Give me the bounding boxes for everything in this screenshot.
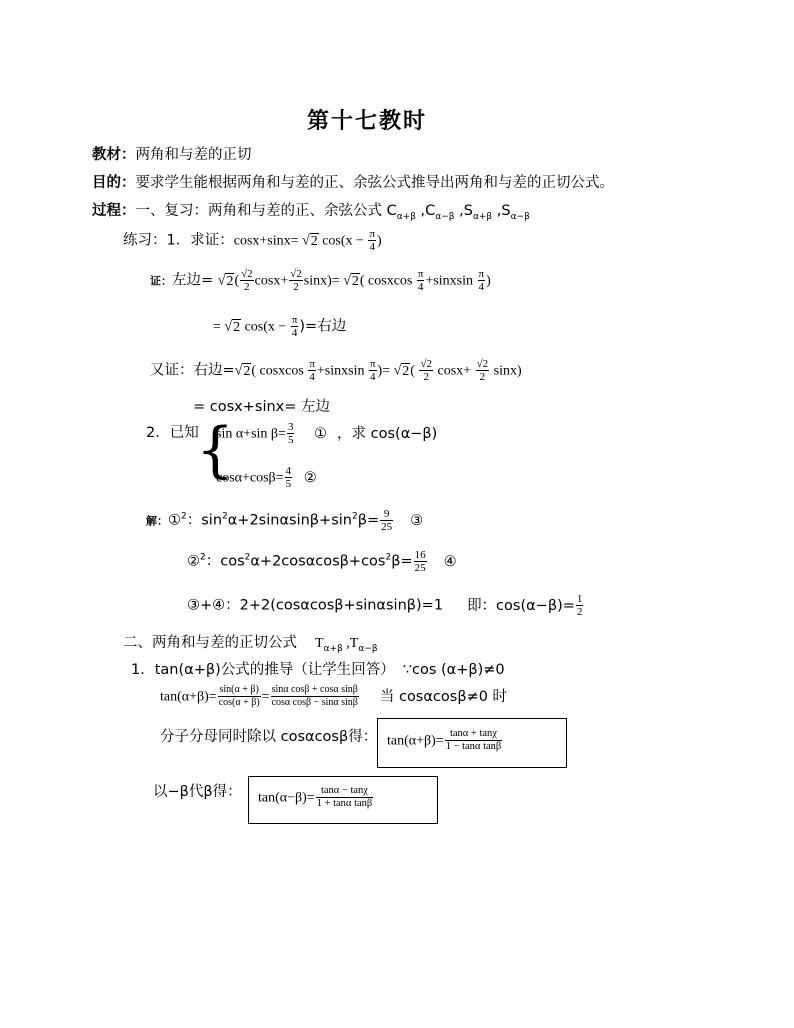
proof2-cosx: cosx+ xyxy=(434,363,475,379)
proof1b-cos: cos(x − xyxy=(241,319,290,335)
sup: 2 xyxy=(244,552,251,563)
box2-content xyxy=(258,785,374,810)
sup: 2 xyxy=(222,511,228,522)
proof1-line xyxy=(150,268,491,293)
sqrt-icon: √2 xyxy=(302,233,318,249)
proof1b-line xyxy=(213,314,346,339)
solution-line3 xyxy=(187,593,584,618)
tag-1: ① xyxy=(314,425,328,442)
l1-txt: ：sin xyxy=(186,512,223,529)
proof2-cosxcos: ( cosxcos xyxy=(251,363,308,379)
fraction: $\frac{\text{sinα cosβ + cosα sinβ}}{\text{cosα cosβ − sinα sinβ}}$ xyxy=(271,684,358,708)
sqrt-icon: √2 xyxy=(393,363,410,379)
sup: 2 xyxy=(351,511,358,522)
l2-mid: α+2cosαcosβ+cos xyxy=(250,553,386,570)
box2-lhs: tan(α−β)= xyxy=(258,790,315,806)
replace-line: 以−β代β得： xyxy=(153,784,242,800)
sqrt-icon: √2 xyxy=(217,273,234,289)
derive-eq: = xyxy=(261,689,270,705)
l1-mid: α+2sinαsinβ+sin xyxy=(227,512,352,529)
proof1-sinxsin: +sinxsin xyxy=(425,273,477,289)
proof1-sinx: sinx)= xyxy=(303,273,344,289)
proof2b-line xyxy=(193,395,330,416)
sqrt-icon: √2 xyxy=(224,319,241,335)
derive-label: 1．tan(α+β)公式的推导（让学生回答） xyxy=(131,662,395,678)
eq2-text: cosα+cosβ= xyxy=(216,470,284,486)
exercise1-lhs: cosx+sinx= xyxy=(233,233,303,249)
proof1-text: 左边= xyxy=(172,272,218,289)
goal-line xyxy=(92,171,614,192)
exercise2-eq1 xyxy=(216,421,437,446)
fraction: $\frac{4}{5}$ xyxy=(285,465,292,490)
process-label: 过程： xyxy=(92,203,136,219)
t-comma: ,T xyxy=(342,636,359,651)
fraction: $\frac{\tan\alpha - \tan\chi}{\text{1 + tanα tanβ}}$ xyxy=(316,785,373,809)
proof1-paren: ( xyxy=(234,273,240,289)
l3-txt: ③+④：2+2(cosαcosβ+sinαsinβ)=1 xyxy=(187,597,444,614)
fraction: $\frac{3}{5}$ xyxy=(287,421,294,446)
textbook-text: 两角和与差的正切 xyxy=(135,147,252,163)
eq1-text: sin α+sin β= xyxy=(216,426,286,442)
proof1-close: ) xyxy=(486,273,491,289)
solution-line1 xyxy=(146,508,423,533)
sub: α+β xyxy=(323,643,343,654)
fraction: $\frac{√2}{2}$ xyxy=(420,358,433,383)
tag-3: ③ xyxy=(410,512,424,529)
l2-end: β= xyxy=(391,553,413,570)
exercise2-label: 2．已知 xyxy=(146,425,199,441)
page-title: 第十七教时 xyxy=(306,108,427,134)
fraction: $\frac{\pi}{4}$ xyxy=(417,268,424,293)
fraction: $\frac{\pi}{4}$ xyxy=(369,358,376,383)
derive-lhs: tan(α+β)= xyxy=(160,689,217,705)
section2-text: 二、两角和与差的正切公式 xyxy=(123,635,297,651)
proof1-label: 证： xyxy=(150,274,172,288)
solution-label: 解： xyxy=(146,514,168,528)
section2-line xyxy=(123,631,378,654)
proof1b-tail: )=右边 xyxy=(299,318,347,335)
sqrt-icon: √2 xyxy=(234,363,251,379)
proof2-paren: ( xyxy=(410,363,419,379)
sub: α−β xyxy=(358,643,378,654)
derive-because: ∵cos (α+β)≠0 xyxy=(402,662,505,678)
process-sub2: α−β xyxy=(435,211,455,222)
left-brace-icon: { xyxy=(196,415,235,485)
fraction: $\frac{16}{25}$ xyxy=(414,549,426,574)
process-line xyxy=(92,199,530,222)
circ2: ② xyxy=(187,553,200,570)
exercise2-eq2 xyxy=(216,465,317,490)
tag-4: ④ xyxy=(443,553,457,570)
fraction: $\frac{\pi}{4}$ xyxy=(478,268,485,293)
proof2-line xyxy=(150,358,522,383)
process-c2: ,C xyxy=(415,203,436,219)
fraction: $\frac{\sin(\alpha + \beta)}{\cos(\alpha + \beta)}$ xyxy=(218,684,260,708)
fraction: $\frac{\pi}{4}$ xyxy=(309,358,315,383)
exercise1-cos: cos(x − xyxy=(318,233,368,249)
goal-label: 目的： xyxy=(92,175,136,191)
sup: 2 xyxy=(181,511,187,522)
solution-line2 xyxy=(187,549,457,574)
t-symbol: T xyxy=(315,636,324,651)
exercise1-close: ) xyxy=(377,233,382,249)
circ1: ① xyxy=(168,512,181,529)
process-c4: ,S xyxy=(492,203,511,219)
fraction: $\frac{\tan\alpha + \tan\chi}{\text{1 − tanα tanβ}}$ xyxy=(445,728,502,752)
fraction: $\frac{1}{2}$ xyxy=(576,593,583,618)
l1-end: β= xyxy=(357,512,380,529)
process-sub4: α−β xyxy=(510,211,530,222)
fraction: $\frac{√2}{2}$ xyxy=(241,268,253,293)
proof2b-text: = cosx+sinx= 左边 xyxy=(193,399,330,415)
sup: 2 xyxy=(200,552,206,563)
divide-line: 分子分母同时除以 cosαcosβ得： xyxy=(160,729,378,745)
derive-line xyxy=(131,658,505,679)
fraction: $\frac{\pi}{4}$ xyxy=(369,228,376,253)
process-sub1: α+β xyxy=(396,211,416,222)
goal-text: 要求学生能根据两角和与差的正、余弦公式推导出两角和与差的正切公式。 xyxy=(135,175,614,191)
l3-then: 即：cos(α−β)= xyxy=(467,597,575,614)
exercise1-line xyxy=(123,228,382,253)
proof1-cosxcos: ( cosxcos xyxy=(359,273,416,289)
tag-2: ② xyxy=(303,469,317,486)
textbook-line xyxy=(92,143,252,164)
fraction: $\frac{\pi}{4}$ xyxy=(291,314,298,339)
textbook-label: 教材： xyxy=(92,147,136,163)
box1-content xyxy=(387,728,503,753)
sqrt-icon: √2 xyxy=(343,273,359,289)
proof2-sinx: sinx) xyxy=(490,363,522,379)
sup: 2 xyxy=(385,552,392,563)
exercise2-ask: ，求 cos(α−β) xyxy=(337,425,438,442)
process-sub3: α+β xyxy=(472,211,493,222)
proof2-sinxsin: +sinxsin xyxy=(316,363,368,379)
proof1-cosx: cosx+ xyxy=(254,273,289,289)
exercise1-label: 练习：1．求证： xyxy=(123,232,234,249)
derive-when: 当 cosαcosβ≠0 时 xyxy=(379,688,508,705)
derive-eq-line xyxy=(160,684,507,709)
l2-txt: ：cos xyxy=(205,553,245,570)
fraction: $\frac{√2}{2}$ xyxy=(290,268,302,293)
process-text: 一、复习：两角和与差的正、余弦公式 C xyxy=(135,203,397,219)
proof2-label: 又证：右边= xyxy=(150,362,235,379)
process-c3: ,S xyxy=(454,203,473,219)
box1-lhs: tan(α+β)= xyxy=(387,733,444,749)
fraction: $\frac{9}{25}$ xyxy=(381,508,393,533)
fraction: $\frac{√2}{2}$ xyxy=(476,358,489,383)
proof2-mid: )= xyxy=(377,363,394,379)
proof1b-eq: = xyxy=(213,319,225,335)
